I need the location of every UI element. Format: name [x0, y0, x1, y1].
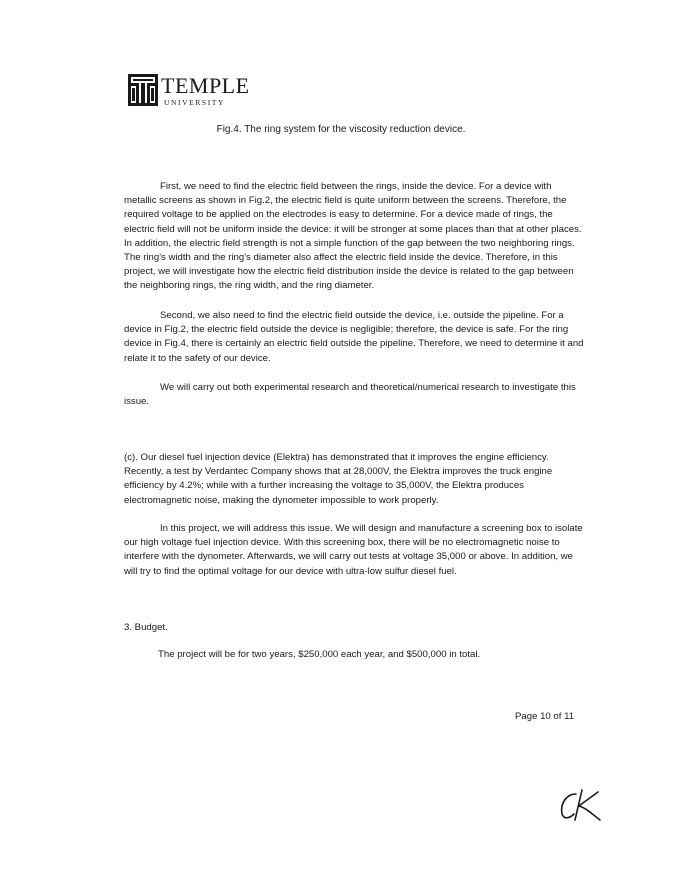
paragraph-electric-field-inside: First, we need to find the electric field between the rings, inside the device. For a device with metallic screens as shown in Fig.2, the electric field is quite uniform between the screens. Therefore, the required voltage to be applied on the electrodes is easy to determine. For a device made of rings, the electric field will not be uniform inside the device: it will be stronger at some places than that at other places. In addition, the electric field strength is not a simple function of the gap between the two neighboring rings. The ring's width and the ring's diameter also affect the electric field inside the device. Therefore, in this project, we will investigate how the electric field distribution inside the device is related to the gap between the neighboring rings, the ring width, and the ring diameter. — [124, 181, 582, 292]
budget-text: The project will be for two years, $250,000 each year, and $500,000 in total. — [158, 649, 481, 660]
paragraph-elektra-device: (c). Our diesel fuel injection device (Elektra) has demonstrated that it improves the engine efficiency. Recently, a test by Verdantec Company shows that at 28,000V, the Elektra improves the truck engine efficiency by 4.2%; while with a further increasing the voltage to 35,000V, the Elektra produces electromagnetic noise, making the dynometer impossible to work properly. — [124, 452, 553, 506]
paragraph-research-approach: We will carry out both experimental research and theoretical/numerical research to investigate this issue. — [124, 382, 576, 408]
budget-heading: 3. Budget. — [124, 622, 168, 633]
temple-t-icon — [128, 74, 158, 106]
handwritten-signature — [556, 786, 606, 826]
logo-subtitle: UNIVERSITY — [164, 98, 225, 107]
logo-wordmark: TEMPLE — [161, 73, 250, 98]
figure-caption: Fig.4. The ring system for the viscosity reduction device. — [216, 124, 466, 135]
page-number: Page 10 of 11 — [515, 711, 575, 722]
paragraph-electric-field-outside: Second, we also need to find the electric field outside the device, i.e. outside the pipeline. For a device in Fig.2, the electric field outside the device is negligible; therefore, the device is safe. For the ring device in Fig.4, there is certainly an electric field outside the pipeline. Therefore, we need to determine it and relate it to the safety of our device. — [124, 310, 584, 364]
temple-university-logo — [128, 74, 268, 110]
paragraph-screening-box: In this project, we will address this issue. We will design and manufacture a screening box to isolate our high voltage fuel injection device. With this screening box, there will be no electromagnetic noise to interfere with the dynometer. Afterwards, we will carry out tests at voltage 35,000 or above. In addition, we will try to find the optimal voltage for our device with ultra-low sulfur diesel fuel. — [124, 523, 583, 577]
